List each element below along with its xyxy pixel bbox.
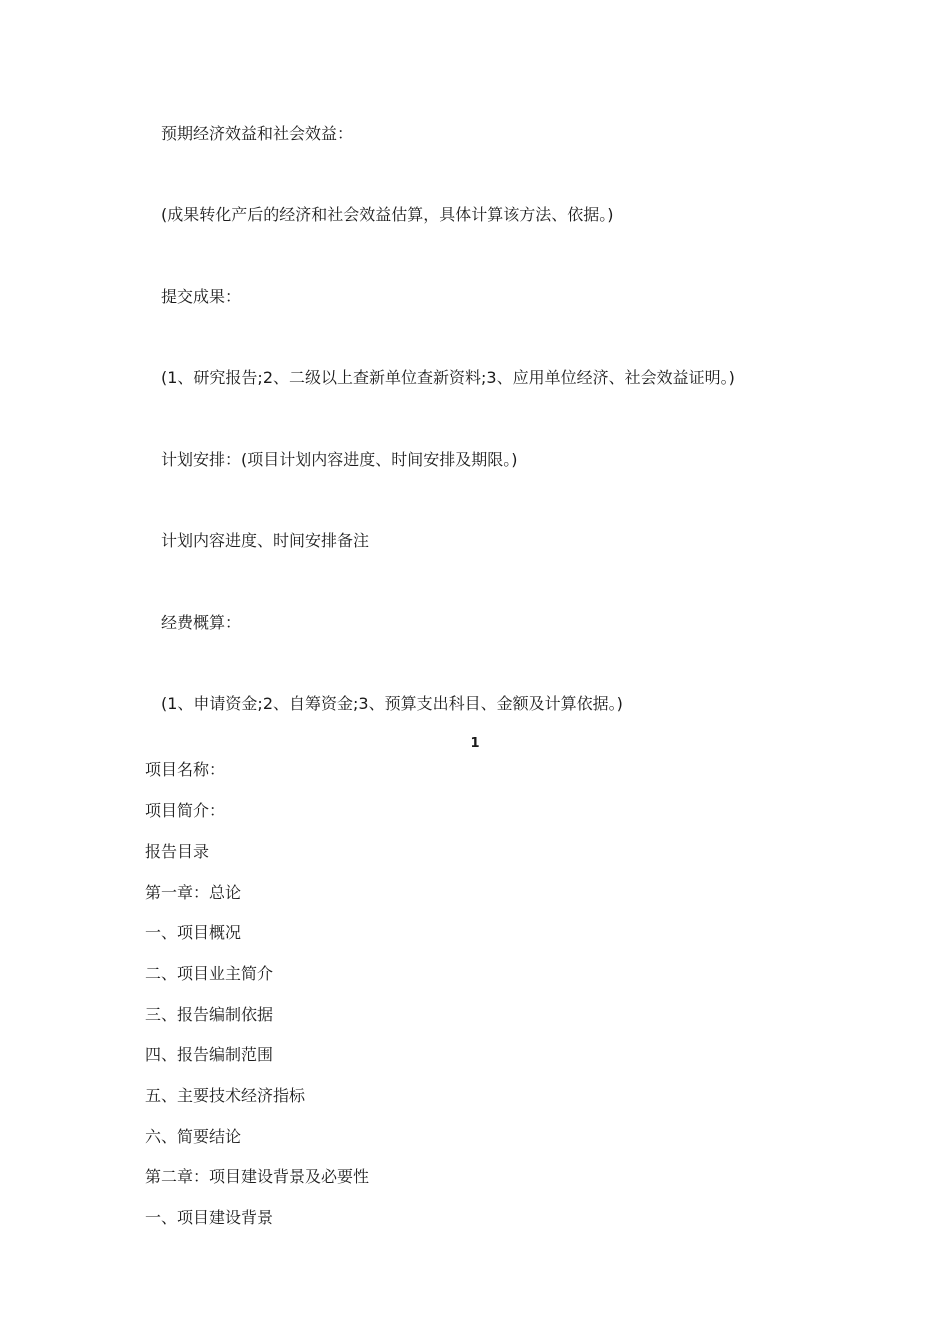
- line-chapter-one-item-1: 一、项目概况: [145, 923, 242, 942]
- page-number: 1: [470, 736, 480, 751]
- paragraph-budget-note: (1、申请资金;2、自筹资金;3、预算支出科目、金额及计算依据。): [161, 694, 623, 713]
- paragraph-benefits-note: (成果转化产后的经济和社会效益估算，具体计算该方法、依据。): [161, 205, 614, 224]
- paragraph-plan-heading: 计划安排：(项目计划内容进度、时间安排及期限。): [161, 450, 518, 469]
- line-chapter-two-item-1: 一、项目建设背景: [145, 1208, 274, 1227]
- line-chapter-one-item-5: 五、主要技术经济指标: [145, 1086, 306, 1105]
- line-chapter-one-item-6: 六、简要结论: [145, 1127, 242, 1146]
- paragraph-budget-heading: 经费概算：: [161, 613, 242, 632]
- line-chapter-two: 第二章：项目建设背景及必要性: [145, 1167, 370, 1186]
- paragraph-expected-benefits-heading: 预期经济效益和社会效益：: [161, 124, 354, 143]
- paragraph-deliverables-note: (1、研究报告;2、二级以上查新单位查新资料;3、应用单位经济、社会效益证明。): [161, 368, 735, 387]
- line-chapter-one-item-4: 四、报告编制范围: [145, 1045, 274, 1064]
- paragraph-plan-table-header: 计划内容进度、时间安排备注: [161, 531, 370, 550]
- line-report-contents: 报告目录: [145, 842, 210, 861]
- line-project-intro: 项目简介：: [145, 801, 226, 820]
- line-chapter-one: 第一章：总论: [145, 883, 242, 902]
- line-chapter-one-item-2: 二、项目业主简介: [145, 964, 274, 983]
- paragraph-deliverables-heading: 提交成果：: [161, 287, 242, 306]
- line-project-name: 项目名称：: [145, 760, 226, 779]
- line-chapter-one-item-3: 三、报告编制依据: [145, 1005, 274, 1024]
